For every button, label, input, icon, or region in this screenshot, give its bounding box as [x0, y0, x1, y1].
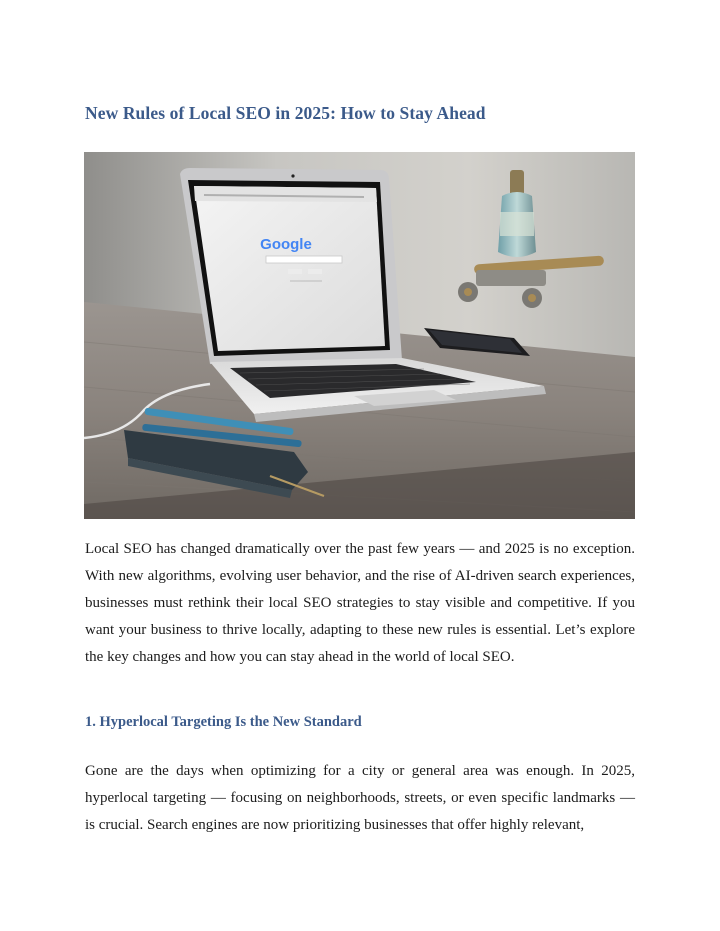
- page-title: New Rules of Local SEO in 2025: How to Stay Ahead: [85, 103, 486, 123]
- hero-image: [84, 152, 635, 519]
- google-logo: Google: [260, 236, 312, 253]
- intro-paragraph: Local SEO has changed dramatically over the past few years — and 2025 is no exception. With new algorithms, evolving user behavior, and the rise of AI-driven search experiences, businesses must rethink their local SEO strategies to stay visible and competitive. If you want your business to thrive locally, adapting to these new rules is essential. Let’s explore the key changes and how you can stay ahead in the world of local SEO.: [85, 541, 635, 665]
- section-paragraph: Gone are the days when optimizing for a city or general area was enough. In 2025, hyperlocal targeting — focusing on neighborhoods, streets, or even specific landmarks — is crucial. Search engines are now prioritizing businesses that offer highly relevant,: [85, 763, 635, 833]
- section-heading: 1. Hyperlocal Targeting Is the New Standard: [85, 714, 362, 730]
